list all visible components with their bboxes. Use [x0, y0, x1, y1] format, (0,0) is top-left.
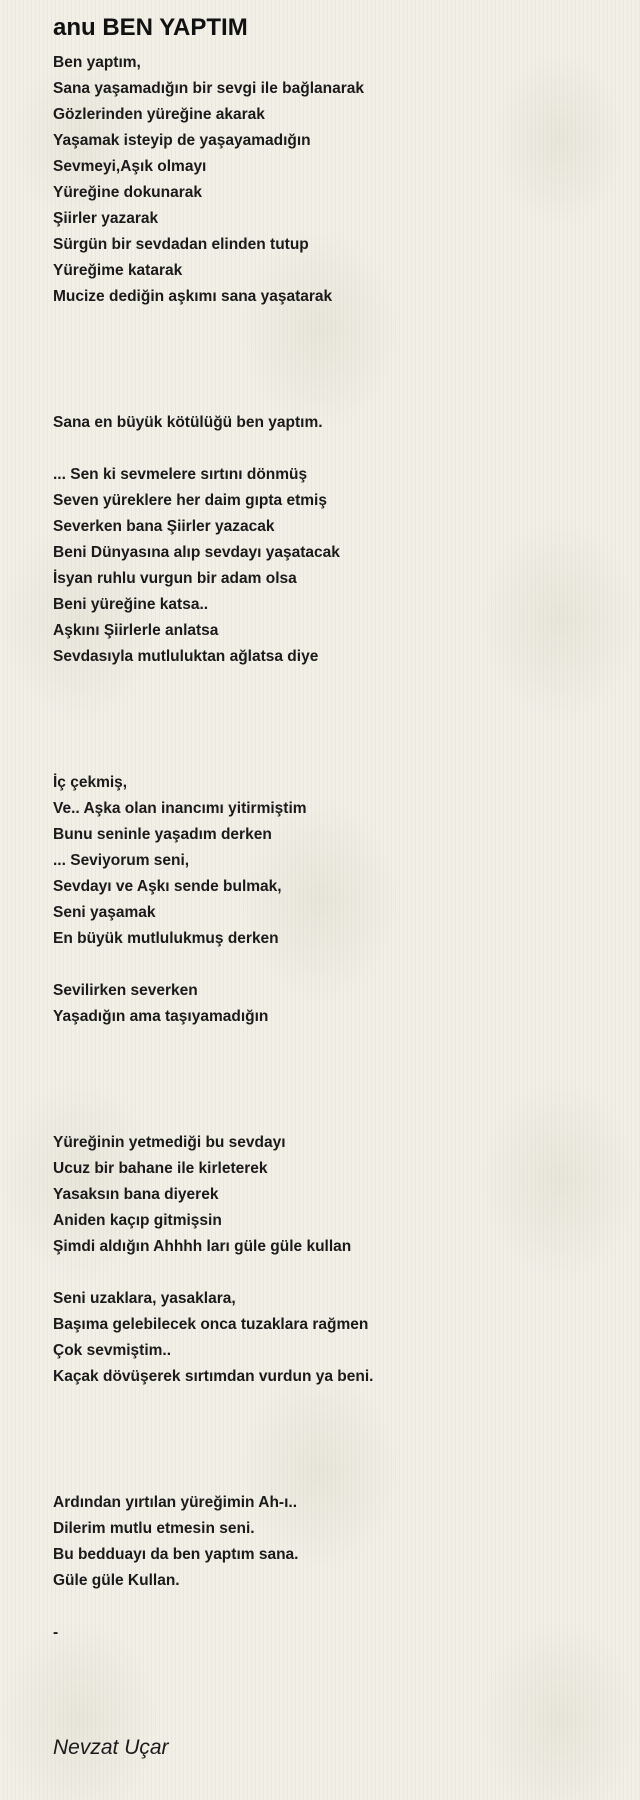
stanza — [53, 1286, 613, 1390]
poem-line: İsyan ruhlu vurgun bir adam olsa — [53, 570, 297, 587]
poem-line: Sürgün bir sevdadan elinden tutup — [53, 236, 309, 253]
poem-line: Sana en büyük kötülüğü ben yaptım. — [53, 414, 323, 431]
poem-line: Seni uzaklara, yasaklara, — [53, 1290, 236, 1307]
poem-line: Sevilirken severken — [53, 982, 198, 999]
poem-line: Aniden kaçıp gitmişsin — [53, 1212, 222, 1229]
poem-line: Gözlerinden yüreğine akarak — [53, 106, 265, 123]
stanza-gap — [53, 1594, 613, 1620]
stanza — [53, 462, 613, 670]
stanza-gap — [53, 1260, 613, 1286]
poem-title: anu BEN YAPTIM — [53, 14, 248, 41]
poem-line: Beni yüreğine katsa.. — [53, 596, 209, 613]
poem-line: Çok sevmiştim.. — [53, 1342, 172, 1359]
poem-line: Yaşamak isteyip de yaşayamadığın — [53, 132, 311, 149]
poem-line: Ucuz bir bahane ile kirleterek — [53, 1160, 268, 1177]
author-name: Nevzat Uçar — [53, 1736, 169, 1759]
stanza-gap — [53, 670, 613, 770]
poem-line: Dilerim mutlu etmesin seni. — [53, 1520, 255, 1537]
poem-line: Güle güle Kullan. — [53, 1572, 180, 1589]
poem-line: Sevmeyi,Aşık olmayı — [53, 158, 207, 175]
poem-line: En büyük mutlulukmuş derken — [53, 930, 279, 947]
poem-line: Bu bedduayı da ben yaptım sana. — [53, 1546, 299, 1563]
poem-line: Yaşadığın ama taşıyamadığın — [53, 1008, 269, 1025]
poem-line: Yüreğine dokunarak — [53, 184, 203, 201]
poem-line: Ve.. Aşka olan inancımı yitirmiştim — [53, 800, 307, 817]
poem-line: Ardından yırtılan yüreğimin Ah-ı.. — [53, 1494, 298, 1511]
poem-line: - — [53, 1624, 59, 1641]
poem-line: Yüreğime katarak — [53, 262, 183, 279]
stanza — [53, 410, 613, 436]
stanza — [53, 1620, 613, 1646]
poem-line: Bunu seninle yaşadım derken — [53, 826, 272, 843]
poem-line: Kaçak dövüşerek sırtımdan vurdun ya beni. — [53, 1368, 374, 1385]
stanza-gap — [53, 310, 613, 410]
stanza-gap — [53, 952, 613, 978]
poem-line: Yüreğinin yetmediği bu sevdayı — [53, 1134, 286, 1151]
stanza — [53, 50, 613, 310]
poem-line: Beni Dünyasına alıp sevdayı yaşatacak — [53, 544, 340, 561]
poem-line: İç çekmiş, — [53, 774, 128, 791]
poem-line: Yasaksın bana diyerek — [53, 1186, 219, 1203]
stanza — [53, 1490, 613, 1594]
poem-line: Ben yaptım, — [53, 54, 141, 71]
poem-line: Şiirler yazarak — [53, 210, 159, 227]
poem-line: Sana yaşamadığın bir sevgi ile bağlanarak — [53, 80, 364, 97]
poem-line: Severken bana Şiirler yazacak — [53, 518, 275, 535]
poem-line: ... Seviyorum seni, — [53, 852, 190, 869]
stanza-gap — [53, 1390, 613, 1490]
poem-line: ... Sen ki sevmelere sırtını dönmüş — [53, 466, 308, 483]
poem-line: Seni yaşamak — [53, 904, 156, 921]
poem-line: Başıma gelebilecek onca tuzaklara rağmen — [53, 1316, 369, 1333]
stanza — [53, 770, 613, 952]
stanza-gap — [53, 436, 613, 462]
poem-body — [53, 50, 613, 1646]
poem-line: Sevdasıyla mutluluktan ağlatsa diye — [53, 648, 319, 665]
poem-line: Mucize dediğin aşkımı sana yaşatarak — [53, 288, 333, 305]
poem-line: Sevdayı ve Aşkı sende bulmak, — [53, 878, 282, 895]
poem-line: Aşkını Şiirlerle anlatsa — [53, 622, 219, 639]
poem-line: Seven yüreklere her daim gıpta etmiş — [53, 492, 327, 509]
stanza — [53, 1130, 613, 1260]
poem-line: Şimdi aldığın Ahhhh ları güle güle kullan — [53, 1238, 352, 1255]
stanza — [53, 978, 613, 1030]
stanza-gap — [53, 1030, 613, 1130]
